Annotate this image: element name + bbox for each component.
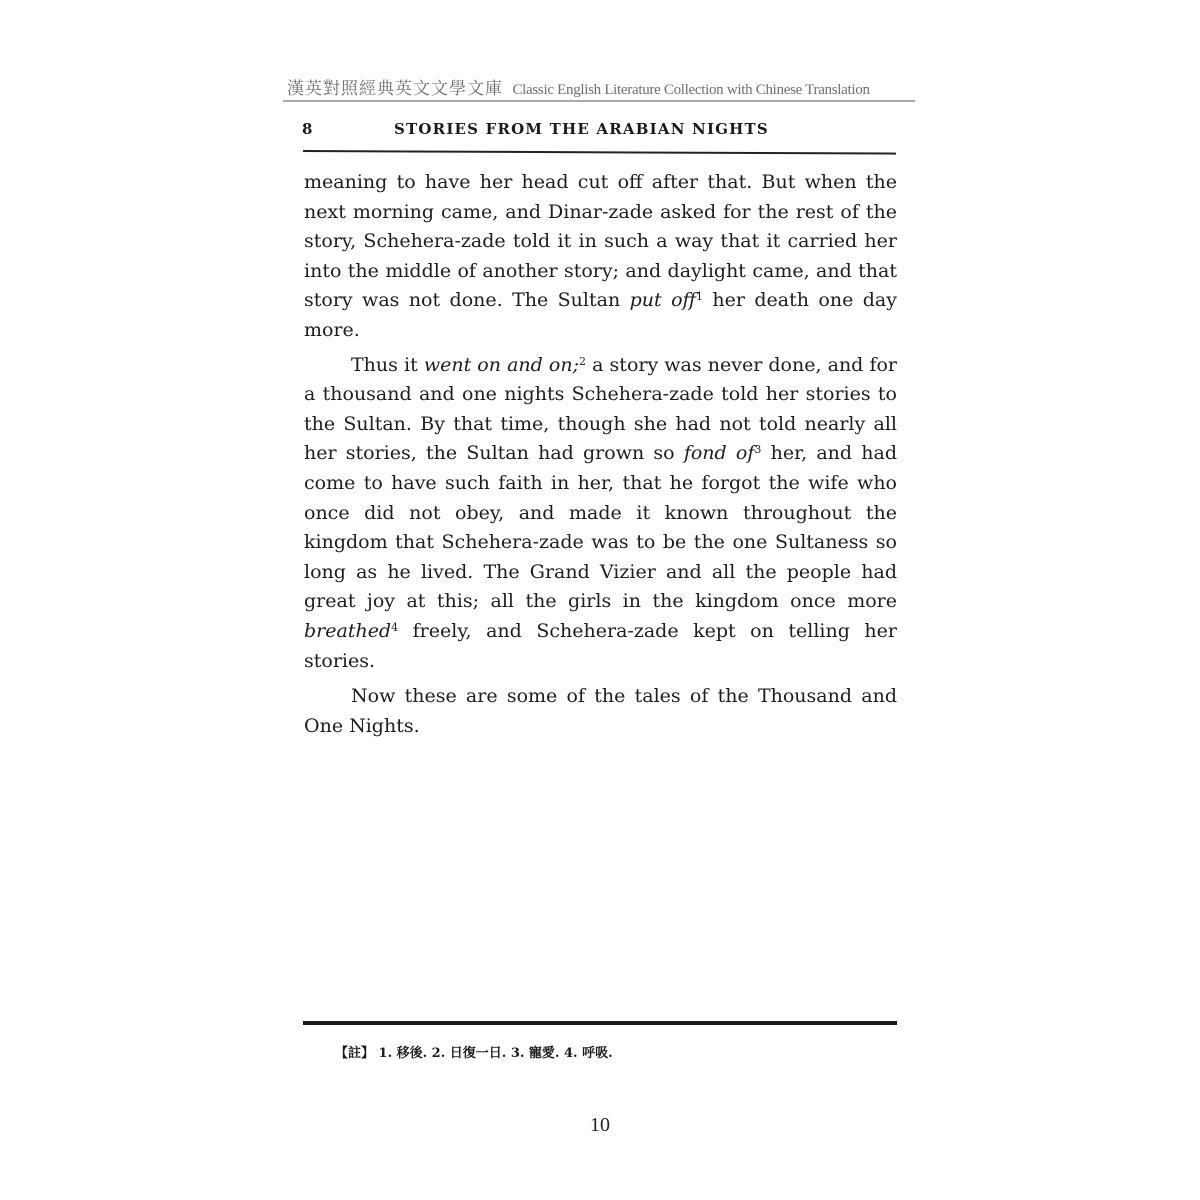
series-title-english: Classic English Literature Collection with Chinese Translation [512,82,870,98]
footnote-glosses: 【註】 1. 移後. 2. 日復一日. 3. 寵愛. 4. 呼吸. [335,1046,613,1061]
paragraph-2: Thus it went on and on;$^2$ a story was never done, and for a thousand and one nights Schehera-zade told her stories to the Sultan. By that time, though she had not told nearly all her stories, the Sultan had grown so fond $of^3$ her, and had come to have such faith in her, that he forgot the wife who once did not obey, and made it known throughout the kingdom that Schehera-zade was to be the one Sultaness so long as he lived. The Grand Vizier and all the people had great joy at this; all the girls in the kingdom once more breathed$^4$ freely, and Schehera-zade kept on telling her stories. [304,353,898,672]
gloss-term-1: put off [629,289,696,312]
head-divider [303,150,896,155]
gloss-term-4: breathed [304,619,392,642]
book-title: STORIES FROM THE ARABIAN NIGHTS [394,120,769,138]
running-head [302,120,898,144]
gloss-term-3: fond of [683,442,755,465]
original-folio: 8 [302,120,314,138]
series-header [287,74,913,98]
series-title-chinese: 漢英對照經典英文文學文庫 [287,79,503,99]
footnote-ref-3: 3 [754,443,762,457]
paragraph-3: Now these are some of the tales of the Thousand and One Nights. [304,685,897,737]
series-divider [283,100,915,102]
gloss-term-2: went on and on; [423,353,580,376]
page-number: 10 [590,1114,610,1136]
paragraph-1: meaning to have her head cut off after that. But when the next morning came, and Dinar-zade asked for the rest of the story, Schehera-zade told it in such a way that it carried her into the middle of another story; and daylight came, and that story was not done. The Sultan put off$^1$ her death one day more. [304,171,897,341]
footnote-ref-2: 2 [579,354,587,368]
body-text [304,168,897,741]
footnote-divider [303,1021,897,1025]
footnote-ref-1: 1 [695,290,703,304]
footnote-ref-4: 4 [391,620,399,634]
